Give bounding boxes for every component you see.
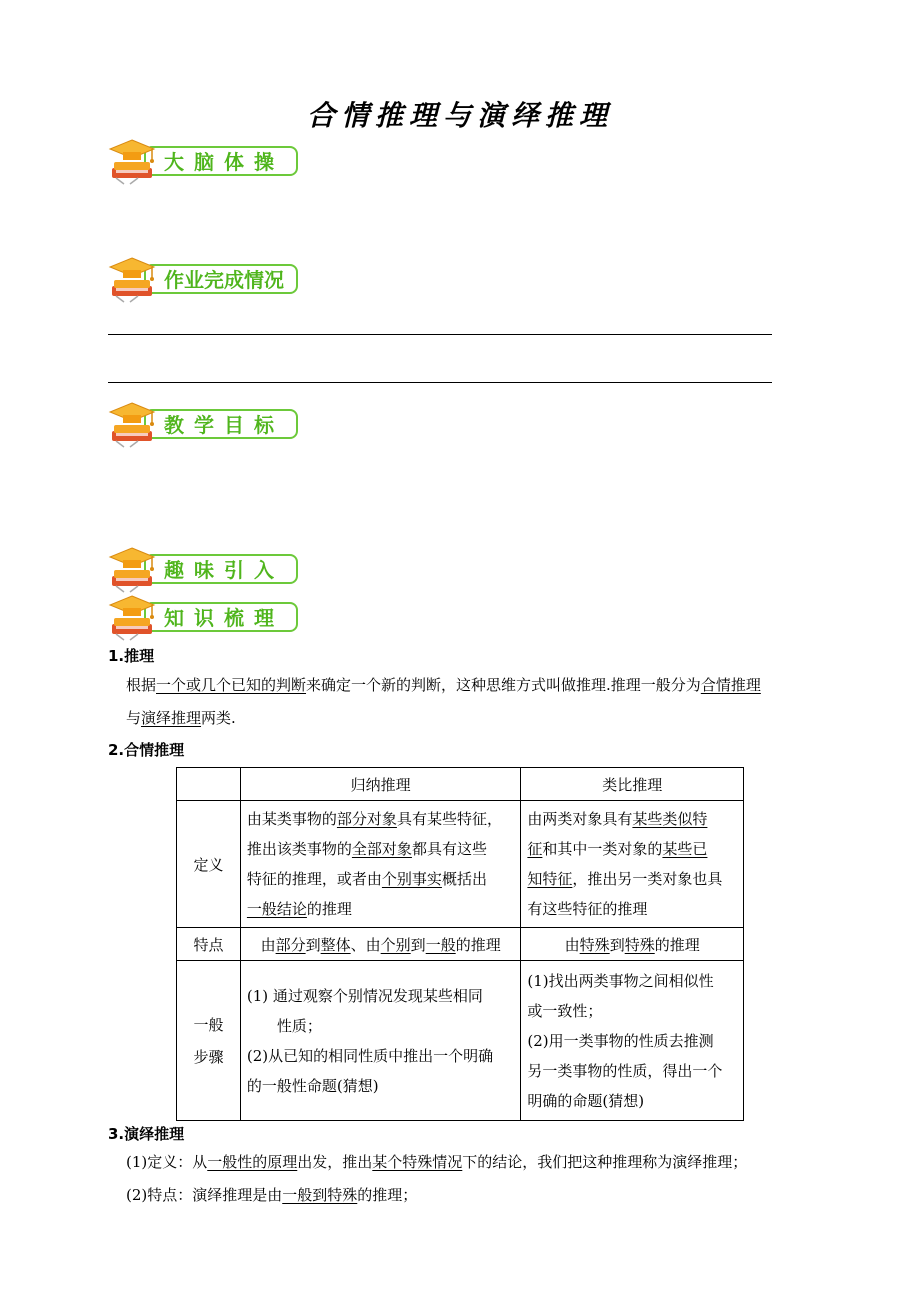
section-label: 教学目标 xyxy=(164,413,284,437)
text: ，推出另一类对象也具 xyxy=(572,870,723,888)
underlined-term: 演绎推理 xyxy=(141,709,202,727)
section-badge-goals xyxy=(108,401,303,449)
plausible-reasoning-table xyxy=(176,767,744,1121)
text: 下的结论，我们把这种推理称为演绎推理； xyxy=(462,1153,748,1171)
cell-text xyxy=(521,802,743,926)
table-corner-cell xyxy=(177,768,241,801)
text: (2)从已知的相同性质中推出一个明确 xyxy=(246,1046,494,1065)
col-header-inductive: 归纳推理 xyxy=(240,768,520,801)
underlined-term: 一般性的原理 xyxy=(207,1153,298,1171)
underlined-term: 一个或几个已知的判断 xyxy=(156,676,307,694)
text: 推出该类事物的 xyxy=(246,840,352,858)
text: 有这些特征的推理 xyxy=(527,900,648,918)
cell-text xyxy=(177,1007,240,1075)
graduation-cap-books-icon xyxy=(108,138,158,186)
row-header-steps xyxy=(177,961,241,1121)
inductive-steps-cell xyxy=(240,961,520,1121)
underlined-term: 征 xyxy=(527,840,543,858)
text: 到 xyxy=(609,935,625,954)
text: 由 xyxy=(260,935,276,954)
section-badge-intro xyxy=(108,546,303,594)
graduation-cap-books-icon xyxy=(108,256,158,304)
section-badge-knowledge xyxy=(108,594,303,642)
table-row-feature xyxy=(177,928,744,961)
text: (2)特点：演绎推理是由 xyxy=(126,1186,283,1204)
text: 由某类事物的 xyxy=(246,810,337,828)
text: 的推理 xyxy=(455,935,501,954)
text: 具有某些特征， xyxy=(396,810,502,828)
text: 一般 xyxy=(193,1015,224,1034)
section-badge-homework xyxy=(108,256,303,304)
homework-line-2 xyxy=(108,382,772,383)
underlined-term: 个别事实 xyxy=(381,870,442,888)
text: 来确定一个新的判断，这种思维方式叫做推理.推理一般分为 xyxy=(306,676,701,694)
text: 的一般性命题(猜想) xyxy=(246,1076,379,1095)
text: (1)定义：从 xyxy=(126,1153,208,1171)
text: (1) 通过观察个别情况发现某些相同 xyxy=(246,986,483,1005)
heading-inference: 1.推理 xyxy=(108,647,155,665)
text: 的推理； xyxy=(357,1186,418,1204)
text: (1)找出两类事物之间相似性 xyxy=(527,971,714,990)
text: 或一致性； xyxy=(527,1001,603,1020)
text: 到 xyxy=(410,935,426,954)
underlined-term: 部分对象 xyxy=(336,810,397,828)
inference-paragraph-line-2 xyxy=(126,703,236,733)
col-header-analogical: 类比推理 xyxy=(521,768,744,801)
text: 由 xyxy=(564,935,580,954)
text: 、由 xyxy=(350,935,381,954)
text: 性质； xyxy=(276,1016,322,1035)
heading-plausible-reasoning: 2.合情推理 xyxy=(108,741,185,759)
section-label: 知识梳理 xyxy=(164,606,284,630)
inductive-feature-cell xyxy=(240,928,520,961)
text: 两类. xyxy=(201,709,236,727)
row-header-feature: 特点 xyxy=(177,928,241,961)
section-label: 大脑体操 xyxy=(164,150,284,174)
section-label: 趣味引入 xyxy=(164,558,284,582)
text: (2)用一类事物的性质去推测 xyxy=(527,1031,714,1050)
table-row-definition xyxy=(177,801,744,928)
inference-paragraph-line-1 xyxy=(126,670,761,700)
cell-text xyxy=(521,964,743,1118)
analogical-definition-cell xyxy=(521,801,744,928)
table-row-steps xyxy=(177,961,744,1121)
underlined-term: 个别 xyxy=(380,935,411,954)
underlined-term: 某些类似特 xyxy=(632,810,708,828)
section-label: 作业完成情况 xyxy=(164,268,284,292)
underlined-term: 特殊 xyxy=(579,935,610,954)
graduation-cap-books-icon xyxy=(108,546,158,594)
underlined-term: 全部对象 xyxy=(351,840,412,858)
heading-deductive-reasoning: 3.演绎推理 xyxy=(108,1125,185,1143)
text: 的推理 xyxy=(654,935,700,954)
text: 到 xyxy=(305,935,321,954)
analogical-steps-cell xyxy=(521,961,744,1121)
text: 根据 xyxy=(126,676,157,694)
analogical-feature-cell xyxy=(521,928,744,961)
underlined-term: 某个特殊情况 xyxy=(372,1153,463,1171)
text: 特征的推理，或者由 xyxy=(246,870,382,888)
table-header-row xyxy=(177,768,744,801)
text: 都具有这些 xyxy=(411,840,487,858)
document-title: 合情推理与演绎推理 xyxy=(306,99,613,132)
underlined-term: 一般 xyxy=(425,935,456,954)
graduation-cap-books-icon xyxy=(108,594,158,642)
text: 概括出 xyxy=(441,870,487,888)
text: 另一类事物的性质，得出一个 xyxy=(527,1061,723,1080)
underlined-term: 一般到特殊 xyxy=(282,1186,358,1204)
inductive-definition-cell xyxy=(240,801,520,928)
homework-line-1 xyxy=(108,334,772,335)
text: 明确的命题(猜想) xyxy=(527,1091,645,1110)
underlined-term: 知特征 xyxy=(527,870,573,888)
deductive-definition-line xyxy=(126,1147,747,1177)
text: 由两类对象具有 xyxy=(527,810,633,828)
cell-text xyxy=(241,979,520,1103)
section-badge-brain xyxy=(108,138,303,186)
row-header-definition: 定义 xyxy=(177,801,241,928)
underlined-term: 一般结论 xyxy=(246,900,307,918)
deductive-feature-line xyxy=(126,1180,417,1210)
underlined-term: 整体 xyxy=(320,935,351,954)
underlined-term: 特殊 xyxy=(624,935,655,954)
underlined-term: 合情推理 xyxy=(700,676,761,694)
text: 步骤 xyxy=(193,1047,224,1066)
underlined-term: 某些已 xyxy=(662,840,708,858)
graduation-cap-books-icon xyxy=(108,401,158,449)
underlined-term: 部分 xyxy=(275,935,306,954)
text: 和其中一类对象的 xyxy=(542,840,663,858)
text: 与 xyxy=(126,709,142,727)
cell-text xyxy=(241,802,520,926)
text: 出发，推出 xyxy=(297,1153,373,1171)
text: 的推理 xyxy=(306,900,352,918)
